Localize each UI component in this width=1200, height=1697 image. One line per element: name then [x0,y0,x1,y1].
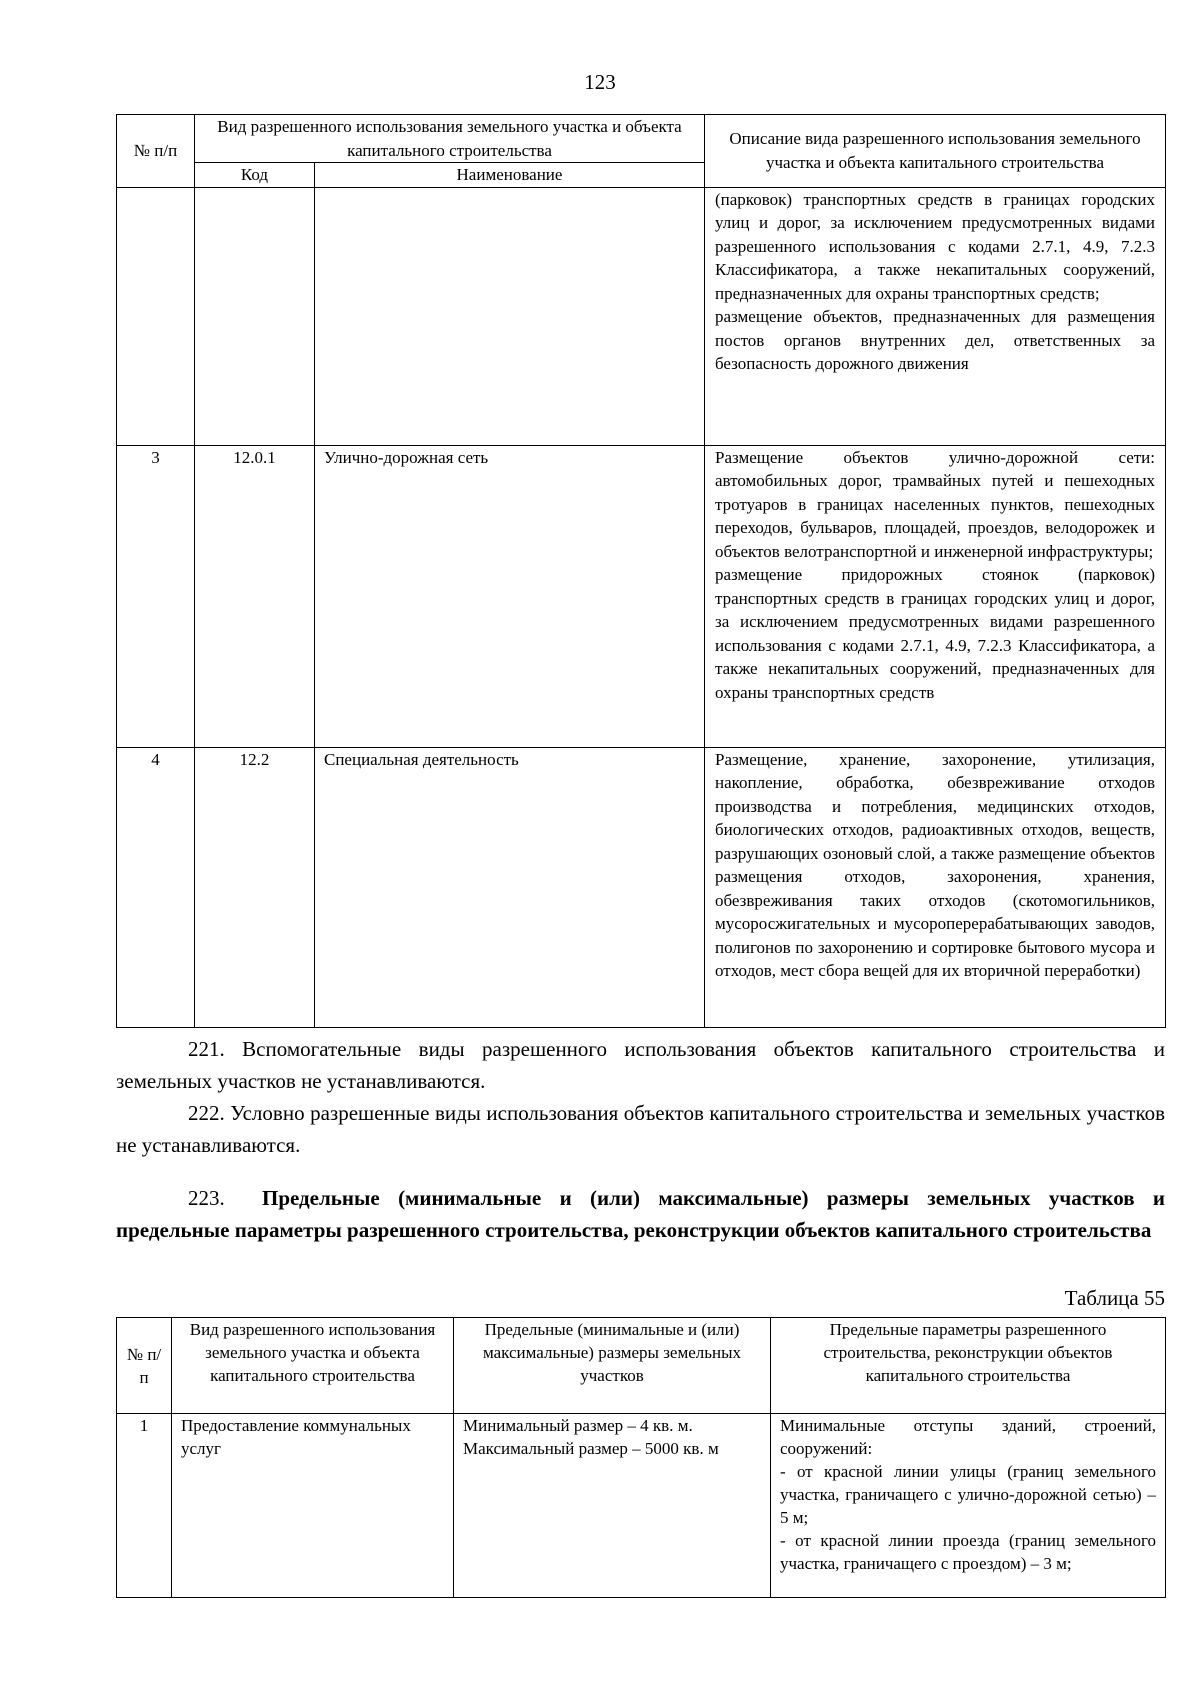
desc-paragraph: размещение объектов, предназначенных для размещения постов органов внутренних дел, ответственных за безопасность дорожного движения [715,307,1155,373]
cell-code: 12.2 [195,747,315,1027]
section-heading-223 [116,1182,1165,1246]
paragraph-222-text: 222. Условно разрешенные виды использования объектов капитального строительства и земельных участков не устанавливаются. [116,1101,1165,1157]
cell-desc [705,187,1166,445]
cell-code: 12.0.1 [195,445,315,747]
cell-num: 1 [117,1414,172,1598]
param-line: - от красной линии проезда (границ земельного участка, граничащего с проездом) – 3 м; [780,1531,1156,1573]
header-kind: Вид разрешенного использования земельного участка и объекта капитального строительства [172,1318,454,1414]
desc-paragraph: (парковок) транспортных средств в границах городских улиц и дорог, за исключением предусмотренных видами разрешенного использования с кодами 2.7.1, 4.9, 7.2.3 Классификатора, а также некапитальных сооружений, предназначенных для охраны транспортных средств; [715,189,1155,303]
header-code: Код [195,163,315,188]
limits-table [116,1317,1166,1598]
table-row [117,187,1166,445]
param-line: Минимальные отступы зданий, строений, сооружений: [780,1416,1156,1458]
header-num: № п/п [117,1318,172,1414]
desc-paragraph: размещение придорожных стоянок (парковок) транспортных средств в границах городских улиц и дорог, за исключением предусмотренных видами разрешенного использования с кодами 2.7.1, 4.9, 7.2.3 Классификатора, а также некапитальных сооружений, предназначенных для охраны транспортных средств [715,565,1155,702]
cell-name: Улично-дорожная сеть [315,445,705,747]
heading-text: Предельные (минимальные и (или) максимальные) размеры земельных участков и предельные параметры разрешенного строительства, реконструкции объектов капитального строительства [116,1186,1165,1242]
cell-num: 4 [117,747,195,1027]
paragraph-221-text: 221. Вспомогательные виды разрешенного использования объектов капитального строительства и земельных участков не устанавливаются. [116,1037,1165,1093]
cell-desc [705,445,1166,747]
cell-params [771,1414,1166,1598]
cell-code [195,187,315,445]
paragraph-222 [116,1097,1165,1161]
header-num: № п/п [117,115,195,188]
table-row [117,747,1166,1027]
cell-num: 3 [117,445,195,747]
header-name: Наименование [315,163,705,188]
cell-name: Специальная деятельность [315,747,705,1027]
table-row [117,1414,1166,1598]
size-line: Минимальный размер – 4 кв. м. [463,1416,693,1435]
land-use-table [116,114,1166,1028]
table-header-row [117,1318,1166,1414]
cell-num [117,187,195,445]
table-header-row [117,115,1166,163]
cell-sizes [454,1414,771,1598]
header-desc: Описание вида разрешенного использования земельного участка и объекта капитального строительства [705,115,1166,188]
desc-paragraph: Размещение объектов улично-дорожной сети: автомобильных дорог, трамвайных путей и пешеходных тротуаров в границах населенных пунктов, пешеходных переходов, бульваров, площадей, проездов, велодорожек и объектов велотранспортной и инженерной инфраструктуры; [715,447,1155,561]
page-number: 123 [584,70,616,94]
cell-desc [705,747,1166,1027]
header-group: Вид разрешенного использования земельного участка и объекта капитального строительства [195,115,705,163]
header-params: Предельные параметры разрешенного строительства, реконструкции объектов капитального строительства [771,1318,1166,1414]
cell-kind: Предоставление коммунальных услуг [172,1414,454,1598]
header-sizes: Предельные (минимальные и (или) максимальные) размеры земельных участков [454,1318,771,1414]
table-row [117,445,1166,747]
heading-number: 223. [188,1186,225,1210]
cell-name [315,187,705,445]
desc-paragraph: Размещение, хранение, захоронение, утилизация, накопление, обработка, обезвреживание отходов производства и потребления, медицинских отходов, биологических отходов, радиоактивных отходов, веществ, разрушающих озоновый слой, а также размещение объектов размещения отходов, захоронения, хранения, обезвреживания таких отходов (скотомогильников, мусоросжигательных и мусороперерабатывающих заводов, полигонов по захоронению и сортировке бытового мусора и отходов, мест сбора вещей для их вторичной переработки) [715,749,1155,980]
size-line: Максимальный размер – 5000 кв. м [463,1439,719,1458]
table-caption: Таблица 55 [1064,1286,1165,1310]
param-line: - от красной линии улицы (границ земельного участка, граничащего с улично-дорожной сетью) – 5 м; [780,1462,1156,1527]
paragraph-221 [116,1033,1165,1097]
